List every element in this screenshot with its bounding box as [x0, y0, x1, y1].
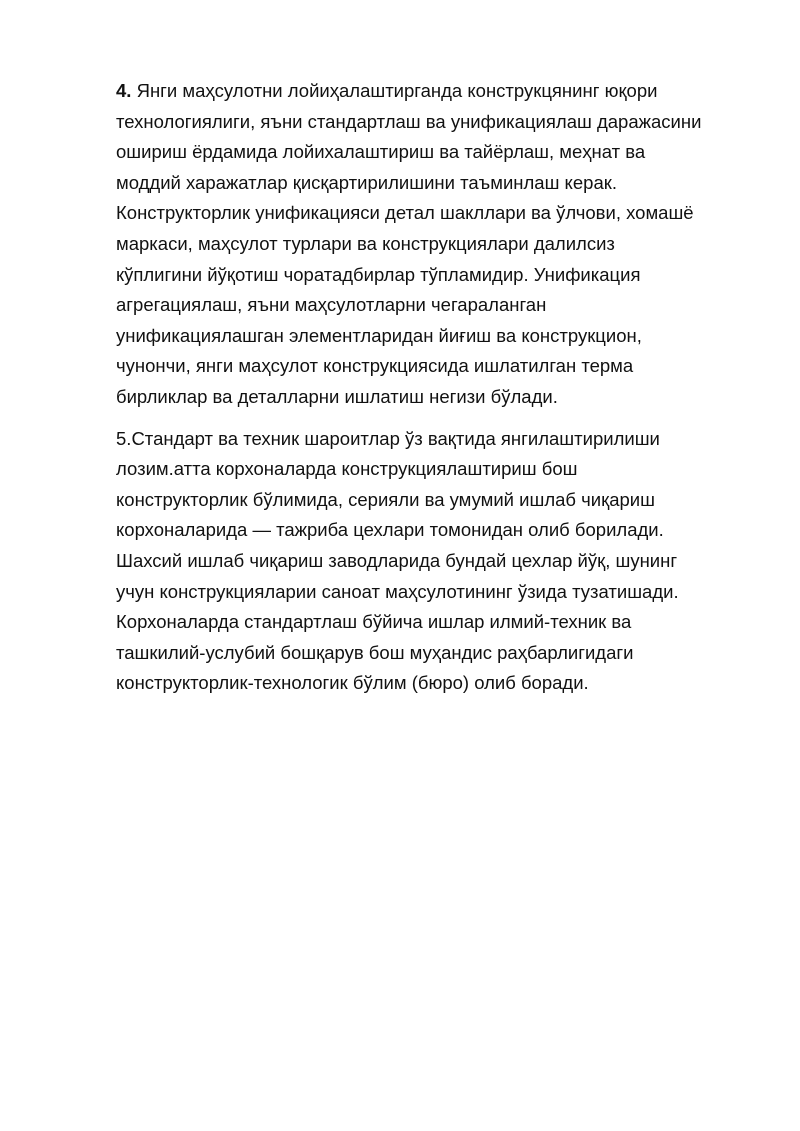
text-line: агрегациялаш, яъни маҳсулотларни чегараланган: [116, 294, 547, 316]
text-line: корхоналарида — тажриба цехлари томонидан олиб борилади.: [116, 519, 664, 541]
text-line: Конструкторлик унификацияси детал шакллари ва ўлчови, хомашё: [116, 202, 694, 224]
text-line: [116, 424, 756, 455]
text-line: [116, 76, 756, 107]
text-line: лозим.атта корхоналарда конструкциялаштириш бош: [116, 458, 578, 480]
text-line: Корхоналарда стандартлаш бўйича ишлар илмий-техник ва: [116, 611, 632, 633]
text-line: бирликлар ва деталларни ишлатиш негизи бўлади.: [116, 385, 558, 407]
paragraph-5: [116, 424, 756, 699]
paragraph-number: 4.: [116, 80, 132, 101]
text-line: Шахсий ишлаб чиқариш заводларида бундай цехлар йўқ, шунинг: [116, 549, 678, 571]
text-line: технологиялиги, яъни стандартлаш ва унификациялаш даражасини: [116, 110, 702, 132]
text-line-content: Стандарт ва техник шароитлар ўз вақтида янгилаштирилиши: [131, 427, 660, 449]
text-line: конструкторлик-технологик бўлим (бюро) олиб боради.: [116, 672, 589, 694]
text-line-content: Янги маҳсулотни лойиҳалаштирганда конструкцянинг юқори: [131, 80, 658, 101]
text-line: учун конструкцияларии саноат маҳсулотининг ўзида тузатишади.: [116, 580, 679, 602]
text-line: чунончи, янги маҳсулот конструкциясида ишлатилган терма: [116, 355, 634, 377]
text-line: ташкилий-услубий бошқарув бош муҳандис раҳбарлигидаги: [116, 641, 634, 663]
text-line: моддий харажатлар қисқартирилишини таъминлаш керак.: [116, 171, 617, 193]
text-line: конструкторлик бўлимида, серияли ва умумий ишлаб чиқариш: [116, 488, 655, 510]
paragraph-4: [116, 76, 756, 413]
text-line: ошириш ёрдамида лойихалаштириш ва тайёрлаш, меҳнат ва: [116, 141, 646, 163]
text-line: унификациялашган элементларидан йиғиш ва конструкцион,: [116, 324, 642, 346]
document-body: [116, 76, 756, 710]
paragraph-number: 5.: [116, 427, 132, 449]
text-line: кўплигини йўқотиш чоратадбирлар тўпламидир. Унификация: [116, 263, 641, 285]
text-line: маркаси, маҳсулот турлари ва конструкциялари далилсиз: [116, 232, 615, 254]
